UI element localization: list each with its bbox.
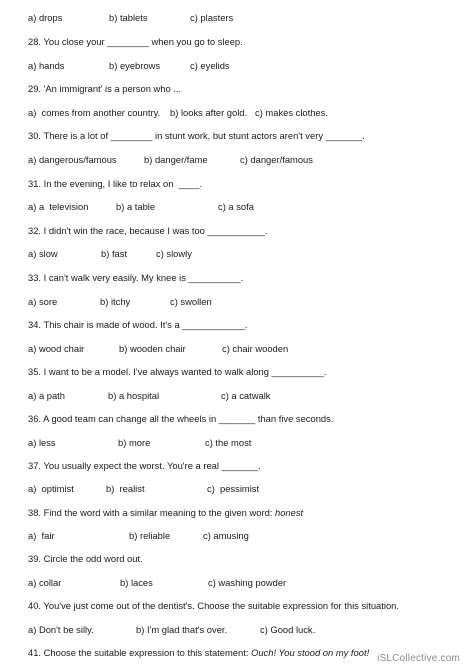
answer-option: c) plasters	[190, 12, 234, 23]
answer-option: a) fair	[28, 530, 55, 541]
answer-option: c) the most	[205, 437, 252, 448]
answer-option: c) amusing	[203, 530, 249, 541]
question: 40. You've just come out of the dentist's. Choose the suitable expression for this situation.	[28, 600, 399, 611]
question: 37. You usually expect the worst. You're a real _______.	[28, 460, 261, 471]
answer-option: b) a hospital	[108, 390, 160, 401]
answer-option: b) eyebrows	[109, 60, 161, 71]
answer-option: c) chair wooden	[222, 343, 289, 354]
question: 33. I can't walk very easily. My knee is __________.	[28, 272, 244, 283]
answer-option: b) looks after gold.	[170, 107, 248, 118]
answer-option: a) dangerous/famous	[28, 154, 117, 165]
answer-option: a) optimist	[28, 483, 74, 494]
answer-option: c) pessimist	[207, 483, 260, 494]
answer-option: a) a television	[28, 201, 89, 212]
answer-option: b) wooden chair	[119, 343, 186, 354]
answer-option: b) danger/fame	[144, 154, 208, 165]
answer-option: c) a catwalk	[221, 390, 271, 401]
answer-option: b) realist	[106, 483, 145, 494]
answer-option: b) laces	[120, 577, 153, 588]
answer-option: c) washing powder	[208, 577, 287, 588]
answer-option: a) hands	[28, 60, 65, 71]
question	[28, 507, 303, 519]
answer-option: a) collar	[28, 577, 62, 588]
question: 29. 'An immigrant' is a person who ...	[28, 83, 182, 94]
answer-option: a) wood chair	[28, 343, 85, 354]
answer-option: a) Don't be silly.	[28, 624, 94, 635]
answer-option: a) sore	[28, 296, 58, 307]
answer-option: c) Good luck.	[260, 624, 316, 635]
answer-option: a) slow	[28, 248, 58, 259]
answer-option: b) itchy	[100, 296, 131, 307]
watermark: iSLCollective.com	[377, 653, 460, 664]
question-emphasis: honest	[275, 507, 304, 518]
answer-option: b) more	[118, 437, 151, 448]
answer-option: a) drops	[28, 12, 63, 23]
question: 31. In the evening, I like to relax on ____.	[28, 178, 203, 189]
answer-option: c) a sofa	[218, 201, 254, 212]
answer-option: c) danger/famous	[240, 154, 313, 165]
answer-option: c) slowly	[156, 248, 192, 259]
question: 30. There is a lot of ________ in stunt work, but stunt actors aren't very _______.	[28, 130, 365, 141]
answer-option: c) makes clothes.	[255, 107, 328, 118]
question	[28, 647, 369, 659]
question: 32. I didn't win the race, because I was too ___________.	[28, 225, 268, 236]
answer-option: b) tablets	[109, 12, 148, 23]
answer-option: a) a path	[28, 390, 66, 401]
answer-option: a) comes from another country.	[28, 107, 161, 118]
answer-option: b) a table	[116, 201, 156, 212]
answer-option: a) less	[28, 437, 56, 448]
answer-option: c) eyelids	[190, 60, 230, 71]
question: 36. A good team can change all the wheels in _______ than five seconds.	[28, 413, 334, 424]
question-text: 38. Find the word with a similar meaning to the given word:	[28, 507, 275, 518]
question: 35. I want to be a model. I've always wanted to walk along __________.	[28, 366, 327, 377]
answer-option: b) fast	[101, 248, 128, 259]
answer-option: b) reliable	[129, 530, 171, 541]
question: 34. This chair is made of wood. It's a ____________.	[28, 319, 248, 330]
question: 39. Circle the odd word out.	[28, 553, 143, 564]
question-emphasis: Ouch! You stood on my foot!	[251, 647, 370, 658]
question-text: 41. Choose the suitable expression to this statement:	[28, 647, 252, 658]
question: 28. You close your ________ when you go to sleep.	[28, 36, 243, 47]
answer-option: b) I'm glad that's over.	[136, 624, 228, 635]
answer-option: c) swollen	[170, 296, 212, 307]
